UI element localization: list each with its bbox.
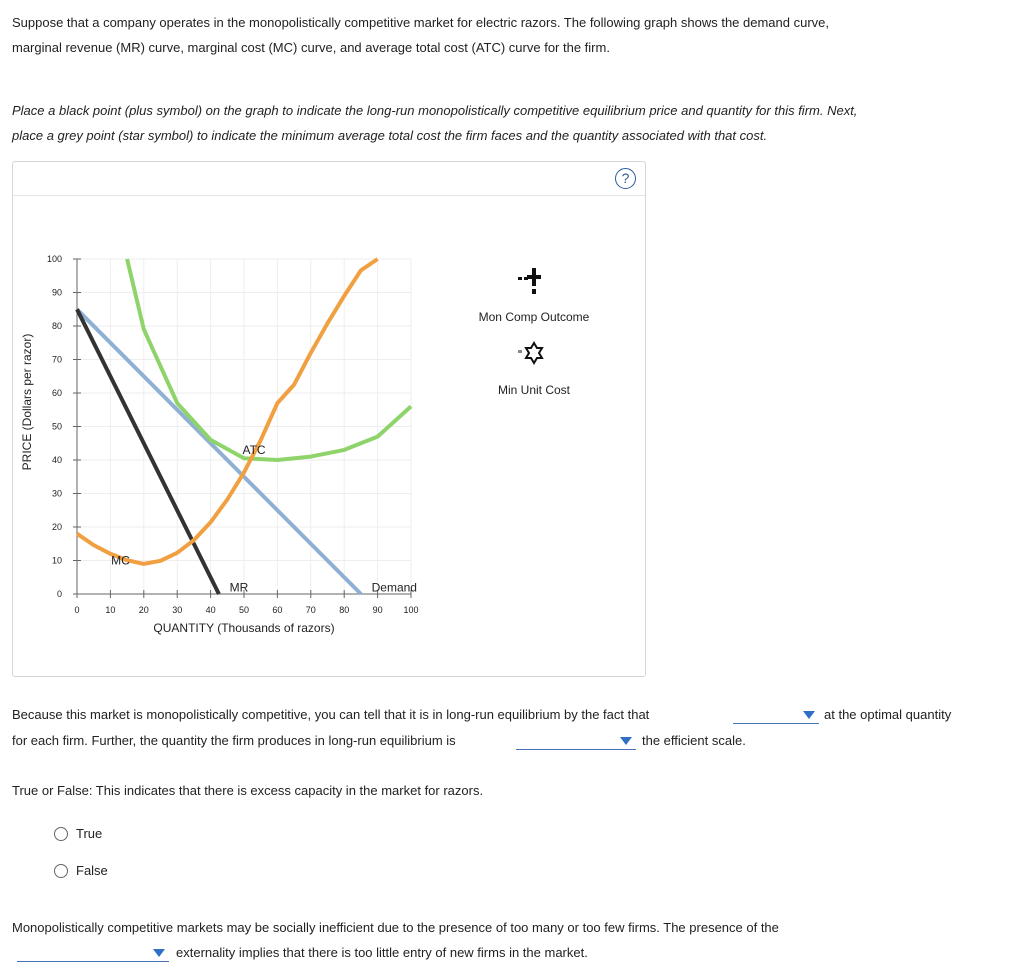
y-tick-label: 10 (51, 555, 62, 566)
x-tick-label: 0 (74, 605, 80, 615)
x-tick-label: 90 (372, 605, 383, 615)
demand-curve[interactable] (77, 309, 361, 594)
intro-line-2: marginal revenue (MR) curve, marginal cost (MC) curve, and average total cost (ATC) curve for the firm. (12, 40, 610, 55)
radio-circle-icon (54, 864, 68, 878)
x-axis-label: QUANTITY (Thousands of razors) (153, 621, 335, 635)
star-icon (518, 343, 542, 363)
y-tick-label: 80 (51, 321, 62, 331)
y-tick-label: 60 (51, 388, 62, 398)
x-tick-label: 80 (339, 605, 350, 615)
mr-label: MR (229, 580, 249, 595)
q1-line-1-suffix: at the optimal quantity (824, 707, 952, 722)
equilibrium-condition-dropdown[interactable] (733, 707, 819, 724)
intro-line-1: Suppose that a company operates in the monopolistically competitive market for electric razors. The following graph shows the demand curve, (12, 15, 830, 30)
help-icon[interactable]: ? (615, 168, 636, 189)
y-tick-label: 90 (51, 287, 62, 298)
chevron-down-icon (620, 737, 632, 745)
y-tick-label: 30 (51, 488, 62, 499)
y-tick-label: 20 (51, 522, 62, 532)
graph-canvas[interactable] (13, 162, 645, 676)
q3-line-2-text: externality implies that there is too little entry of new firms in the market. (176, 945, 588, 960)
q2-text: True or False: This indicates that there is excess capacity in the market for razors. (12, 783, 484, 798)
q1-line-2-text: for each firm. Further, the quantity the firm produces in long-run equilibrium is (12, 733, 456, 748)
y-tick-label: 40 (51, 455, 62, 465)
x-tick-label: 60 (272, 605, 283, 615)
q3-line-1-text: Monopolistically competitive markets may be socially inefficient due to the presence of too many or too few firms. The presence of the (12, 920, 779, 935)
x-tick-label: 10 (105, 605, 116, 615)
x-tick-label: 100 (403, 605, 419, 615)
mon-comp-outcome-tool[interactable] (479, 268, 590, 324)
q1-line-1-text: Because this market is monopolistically competitive, you can tell that it is in long-run equilibrium by the fact that (12, 707, 650, 722)
chevron-down-icon (803, 711, 815, 719)
y-tick-label: 50 (51, 421, 62, 432)
radio-true-label: True (76, 826, 103, 841)
y-tick-label: 100 (46, 254, 62, 264)
q1-line-2-suffix: the efficient scale. (642, 733, 746, 748)
chevron-down-icon (153, 949, 165, 957)
instructions-line-2: place a grey point (star symbol) to indicate the minimum average total cost the firm faces and the quantity associated with that cost. (12, 128, 768, 143)
y-tick-label: 0 (56, 589, 62, 599)
min-unit-cost-label: Min Unit Cost (497, 383, 571, 397)
atc-label: ATC (242, 442, 266, 457)
x-tick-label: 30 (172, 605, 183, 615)
x-tick-label: 50 (238, 605, 250, 615)
mon-comp-outcome-label: Mon Comp Outcome (478, 310, 590, 324)
y-tick-label: 70 (51, 354, 62, 365)
mc-curve[interactable] (77, 259, 378, 564)
graph-panel (12, 161, 646, 677)
mc-label: MC (111, 553, 130, 568)
x-tick-label: 40 (205, 605, 216, 615)
instructions-line-1: Place a black point (plus symbol) on the graph to indicate the long-run monopolistically competitive equilibrium price and quantity for this firm. Next, (12, 103, 858, 118)
demand-label: Demand (371, 580, 417, 595)
externality-dropdown[interactable] (17, 945, 169, 962)
instructions-text (12, 98, 1012, 148)
plus-icon (518, 268, 541, 294)
efficient-scale-dropdown[interactable] (516, 733, 636, 750)
min-unit-cost-tool[interactable] (498, 343, 571, 397)
radio-false-label: False (76, 863, 108, 878)
intro-text (12, 10, 1012, 60)
x-tick-label: 70 (305, 605, 316, 615)
y-axis-label: PRICE (Dollars per razor) (20, 333, 34, 471)
radio-circle-icon (54, 827, 68, 841)
x-tick-label: 20 (138, 605, 149, 615)
mr-curve[interactable] (77, 309, 219, 594)
